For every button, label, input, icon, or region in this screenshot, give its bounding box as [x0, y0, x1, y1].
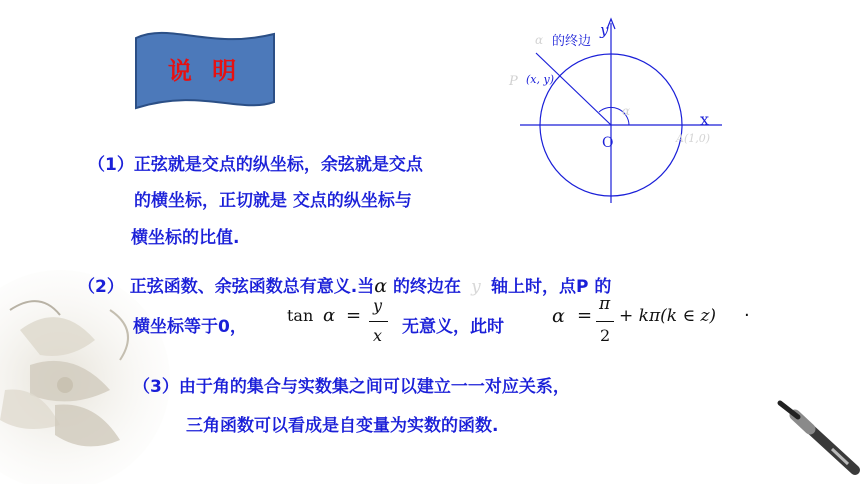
y-axis-label: y: [600, 21, 609, 39]
tan-alpha: α: [323, 305, 336, 326]
pi-denominator: 2: [600, 326, 611, 345]
pi-numerator: π: [599, 294, 611, 314]
note-2-line-2-mid: 无意义，此时: [402, 317, 504, 337]
fraction-bar: [369, 321, 388, 322]
fraction-numerator: y: [373, 296, 383, 315]
terminal-side: [536, 53, 611, 125]
cond-rest: + kπ(k ∈ z): [619, 306, 717, 326]
note-2-text-b: 的终边在: [387, 277, 461, 297]
angle-label: α: [622, 104, 631, 118]
note-1-line-2: 的横坐标，正切就是 交点的纵坐标与: [134, 191, 412, 211]
note-2-line-2-lead: 横坐标等于0，: [133, 317, 247, 337]
cond-equals: =: [577, 305, 593, 326]
pi-fraction-bar: [596, 321, 614, 322]
note-3-line-2: 三角函数可以看成是自变量为实数的函数.: [186, 416, 499, 436]
note-1-line-3: 横坐标的比值.: [131, 228, 240, 248]
fraction-denominator: x: [373, 326, 383, 345]
origin-label: O: [602, 135, 614, 151]
note-1-line-1: （1）正弦就是交点的纵坐标，余弦就是交点: [88, 155, 423, 175]
terminal-side-text: 的终边: [552, 34, 592, 49]
point-a-label: A(1,0): [676, 132, 711, 145]
brush-decoration: [770, 395, 860, 484]
tan-label: tan: [287, 306, 314, 325]
cond-alpha: α: [552, 305, 565, 327]
note-2-axis: y: [471, 277, 481, 297]
banner-title: 说 明: [167, 57, 243, 85]
note-2-line-1: [78, 272, 611, 297]
note-2-text-a: （2） 正弦函数、余弦函数总有意义.当: [78, 277, 375, 297]
note-2-text-c: 轴上时，点P 的: [490, 277, 612, 297]
note-3-line-1: （3）由于角的集合与实数集之间可以建立一一对应关系，: [133, 377, 570, 397]
terminal-alpha-label: α: [535, 33, 544, 47]
point-p-label: P: [509, 74, 518, 89]
trailing-period: ·: [744, 305, 750, 326]
point-coords-label: (x, y): [526, 73, 554, 86]
x-axis-label: x: [700, 110, 710, 129]
unit-circle-diagram: [500, 15, 730, 205]
note-2-alpha: α: [374, 275, 388, 297]
tan-equals: =: [346, 305, 362, 326]
